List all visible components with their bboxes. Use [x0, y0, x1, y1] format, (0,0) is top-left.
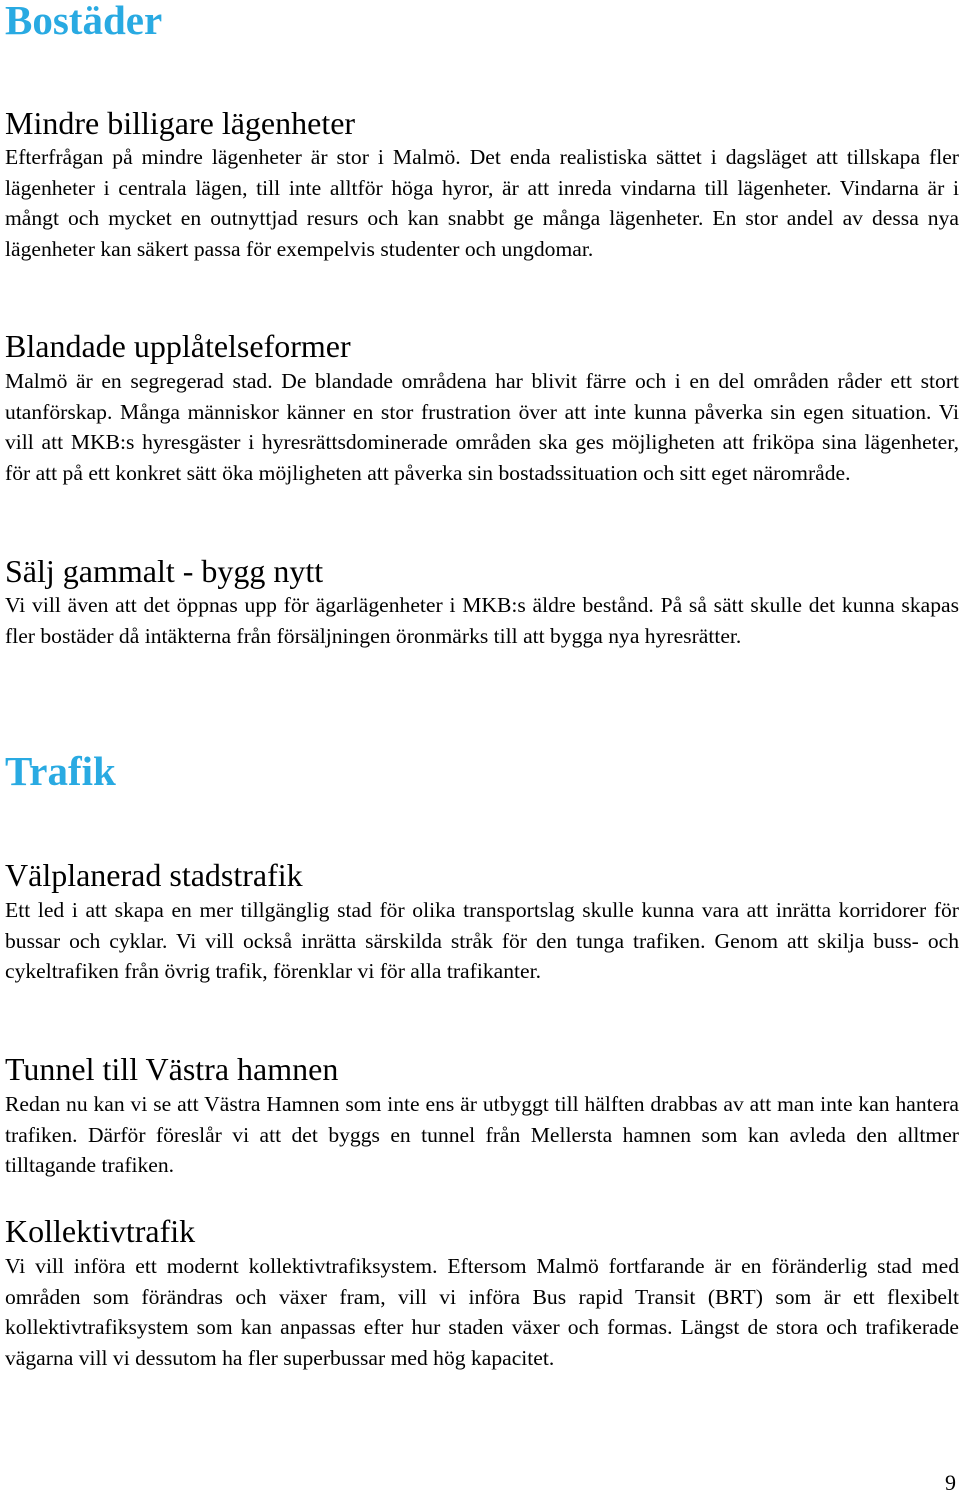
- subsection-heading-tunnel-till-vastra-hamnen: Tunnel till Västra hamnen: [5, 1051, 339, 1087]
- paragraph-tunnel-till-vastra-hamnen: Redan nu kan vi se att Västra Hamnen som inte ens är utbyggt till hälften drabbas av att man inte kan hantera trafiken. Därför föreslår vi att det byggs en tunnel från Mellersta hamnen som kan avleda den alltmer tilltagande trafiken.: [5, 1092, 959, 1177]
- section-title-bostader: Bostäder: [5, 0, 163, 43]
- subsection-heading-salj-gammalt-bygg-nytt: Sälj gammalt - bygg nytt: [5, 553, 324, 589]
- subsection-heading-valplanerad-stadstrafik: Välplanerad stadstrafik: [5, 857, 303, 893]
- paragraph-blandade-upplatelseformer: Malmö är en segregerad stad. De blandade områdena har blivit färre och i en del områden råder ett stort utanförskap. Många människor känner en stor frustration över att inte kunna påverka sin egen situation. Vi vill att MKB:s hyresgäster i hyresrättsdominerade områden ska ges möjligheten att friköpa sina lägenheter, för att på ett konkret sätt öka möjligheten att påverka sin bostadssituation och sitt eget närområde.: [5, 369, 959, 485]
- paragraph-kollektivtrafik: Vi vill införa ett modernt kollektivtrafiksystem. Eftersom Malmö fortfarande är en föränderlig stad med områden som förändras och växer fram, vill vi införa Bus rapid Transit (BRT) som är ett flexibelt kollektivtrafiksystem som kan anpassas efter hur staden växer och formas. Längst de stora och trafikerade vägarna vill vi dessutom ha fler superbussar med hög kapacitet.: [5, 1254, 959, 1370]
- paragraph-salj-gammalt-bygg-nytt: Vi vill även att det öppnas upp för ägarlägenheter i MKB:s äldre bestånd. På så sätt skulle det kunna skapas fler bostäder då intäkterna från försäljningen öronmärks till att bygga nya hyresrätter.: [5, 593, 959, 648]
- paragraph-mindre-billigare-lagenheter: Efterfrågan på mindre lägenheter är stor i Malmö. Det enda realistiska sättet i dagsläget att tillskapa fler lägenheter i centrala lägen, till inte alltför höga hyror, är att inreda vindarna till lägenheter. Vindarna är i mångt och mycket en outnyttjad resurs och kan snabbt ge många lägenheter. En stor andel av dessa nya lägenheter kan säkert passa för exempelvis studenter och ungdomar.: [5, 145, 959, 261]
- page-number: 9: [945, 1470, 956, 1495]
- subsection-heading-mindre-billigare-lagenheter: Mindre billigare lägenheter: [5, 105, 356, 141]
- section-title-trafik: Trafik: [5, 748, 116, 794]
- subsection-heading-blandade-upplatelseformer: Blandade upplåtelseformer: [5, 328, 351, 364]
- paragraph-valplanerad-stadstrafik: Ett led i att skapa en mer tillgänglig stad för olika transportslag skulle kunna vara att inrätta korridorer för bussar och cyklar. Vi vill också inrätta särskilda stråk för den tunga trafiken. Genom att skilja buss- och cykeltrafiken från övrig trafik, förenklar vi för alla trafikanter.: [5, 898, 959, 983]
- subsection-heading-kollektivtrafik: Kollektivtrafik: [5, 1213, 196, 1249]
